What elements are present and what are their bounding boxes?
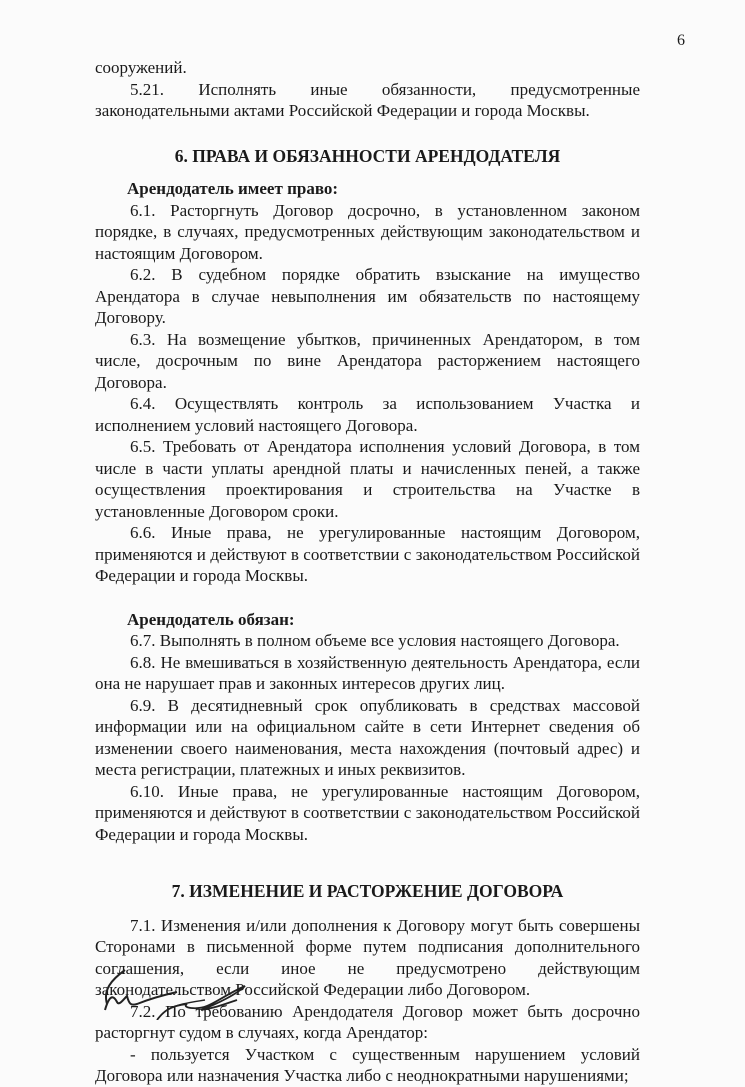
document-body: [95, 57, 640, 1087]
paragraph-5-21: 5.21. Исполнять иные обязанности, предусмотренные законодательными актами Российской Федерации и города Москвы.: [95, 79, 640, 120]
section-6-title: 6. ПРАВА И ОБЯЗАННОСТИ АРЕНДОДАТЕЛЯ: [174, 145, 561, 166]
paragraph-6-9: 6.9. В десятидневный срок опубликовать в средствах массовой информации или на официальном сайте в сети Интернет сведения об изменении своего наименования, места нахождения (почтовый адрес) и места регистрации, платежных и иных реквизитов.: [95, 695, 640, 779]
paragraph-6-5: 6.5. Требовать от Арендатора исполнения условий Договора, в том числе в части уплаты арендной платы и начисленных пеней, а также осуществления проектирования и строительства на Участке в установленные Договором сроки.: [95, 437, 640, 521]
section-7-title: 7. ИЗМЕНЕНИЕ И РАСТОРЖЕНИЕ ДОГОВОРА: [171, 881, 564, 901]
paragraph-7-2-bullet: - пользуется Участком с существенным нарушением условий Договора или назначения Участка либо с неоднократными нарушениями;: [95, 1044, 640, 1085]
page-number: 6: [677, 32, 685, 49]
paragraph-6-3: 6.3. На возмещение убытков, причиненных Арендатором, в том числе, досрочным по вине Арендатора расторжением настоящего Договора.: [95, 329, 640, 392]
paragraph-6-1: 6.1. Расторгнуть Договор досрочно, в установленном законом порядке, в случаях, предусмотренных действующим законодательством и настоящим Договором.: [95, 200, 640, 263]
paragraph-6-6: 6.6. Иные права, не урегулированные настоящим Договором, применяются и действуют в соответствии с законодательством Российской Федерации и города Москвы.: [95, 523, 640, 585]
paragraph-6-8: 6.8. Не вмешиваться в хозяйственную деятельность Арендатора, если она не нарушает прав и законных интересов других лиц.: [95, 652, 640, 693]
paragraph-6-10: 6.10. Иные права, не урегулированные настоящим Договором, применяются и действуют в соответствии с законодательством Российской Федерации и города Москвы.: [95, 781, 640, 844]
duties-heading: Арендодатель обязан:: [127, 609, 295, 629]
paragraph-7-1: 7.1. Изменения и/или дополнения к Договору могут быть совершены Сторонами в письменной форме путем подписания дополнительного соглашения, если иное не предусмотрено действующим законодательством Российской Федерации либо Договором.: [95, 915, 640, 999]
paragraph-6-7: 6.7. Выполнять в полном объеме все условия настоящего Договора.: [130, 631, 620, 650]
paragraph-6-2: 6.2. В судебном порядке обратить взыскание на имущество Арендатора в случае невыполнения им обязательств по настоящему Договору.: [95, 265, 640, 327]
handwritten-signature-icon: [97, 960, 297, 1020]
spacer: [95, 587, 640, 609]
paragraph-6-4: 6.4. Осуществлять контроль за использованием Участка и исполнением условий настоящего Договора.: [95, 394, 640, 435]
paragraph-continuation: сооружений.: [95, 58, 187, 77]
rights-heading: Арендодатель имеет право:: [127, 179, 339, 198]
paragraph-7-2: 7.2. По требованию Арендодателя Договор может быть досрочно расторгнут судом в случаях, когда Арендатор:: [95, 1001, 640, 1042]
